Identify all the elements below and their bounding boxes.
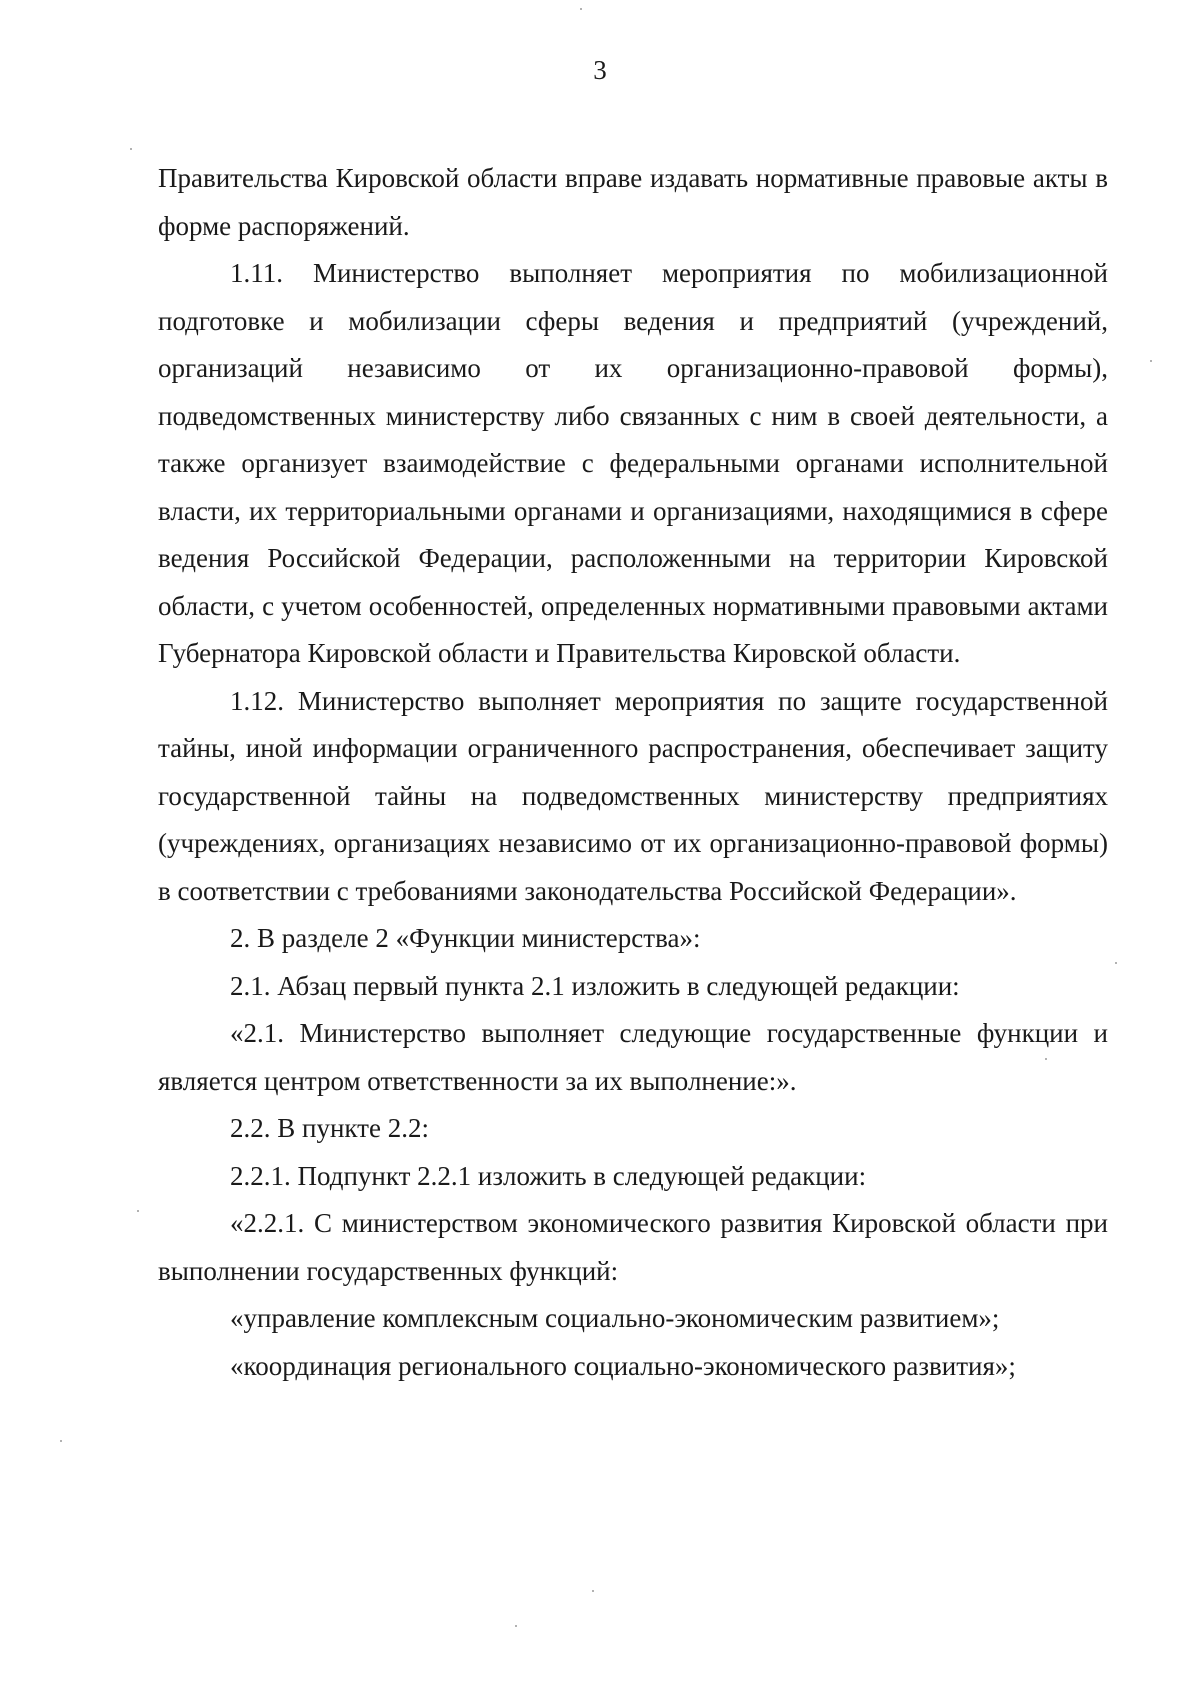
scan-speck [137, 1210, 139, 1212]
scan-speck [1045, 1058, 1047, 1060]
paragraph-2-1: 2.1. Абзац первый пункта 2.1 изложить в следующей редакции: [230, 970, 960, 1001]
paragraph-continuation: Правительства Кировской области вправе издавать нормативные правовые акты в форме распоряжений. [158, 163, 1108, 241]
scan-speck [1150, 360, 1152, 362]
scan-speck [580, 8, 582, 10]
paragraph-2-2-1-quote: «2.2.1. С министерством экономического развития Кировской области при выполнении государственных функций: [158, 1208, 1108, 1286]
paragraph-function-coordination: «координация регионального социально-экономического развития»; [230, 1350, 1016, 1381]
paragraph-2-2: 2.2. В пункте 2.2: [230, 1113, 429, 1143]
scan-speck [1115, 962, 1117, 964]
paragraph-section-2: 2. В разделе 2 «Функции министерства»: [230, 923, 701, 953]
document-body [158, 155, 1108, 1390]
paragraph-function-management: «управление комплексным социально-экономическим развитием»; [230, 1303, 1000, 1333]
scan-speck [60, 1440, 62, 1442]
paragraph-2-2-1: 2.2.1. Подпункт 2.2.1 изложить в следующей редакции: [230, 1160, 867, 1191]
paragraph-2-1-quote: «2.1. Министерство выполняет следующие государственные функции и является центром ответственности за их выполнение:». [158, 1018, 1108, 1096]
scan-speck [130, 148, 132, 150]
scan-speck [592, 1590, 594, 1592]
paragraph-1-11: 1.11. Министерство выполняет мероприятия по мобилизационной подготовке и мобилизации сферы ведения и предприятий (учреждений, организаций независимо от их организационно-правовой формы), подведомственных министерству либо связанных с ним в своей деятельности, а также организует взаимодействие с федеральными органами исполнительной власти, их территориальными органами и организациями, находящимися в сфере ведения Российской Федерации, расположенными на территории Кировской области, с учетом особенностей, определенных нормативными правовыми актами Губернатора Кировской области и Правительства Кировской области. [158, 258, 1108, 668]
page-number: 3 [593, 55, 607, 85]
paragraph-1-12: 1.12. Министерство выполняет мероприятия по защите государственной тайны, иной информации ограниченного распространения, обеспечивает защиту государственной тайны на подведомственных министерству предприятиях (учреждениях, организациях независимо от их организационно-правовой формы) в соответствии с требованиями законодательства Российской Федерации». [158, 685, 1108, 906]
scan-speck [515, 1625, 517, 1627]
